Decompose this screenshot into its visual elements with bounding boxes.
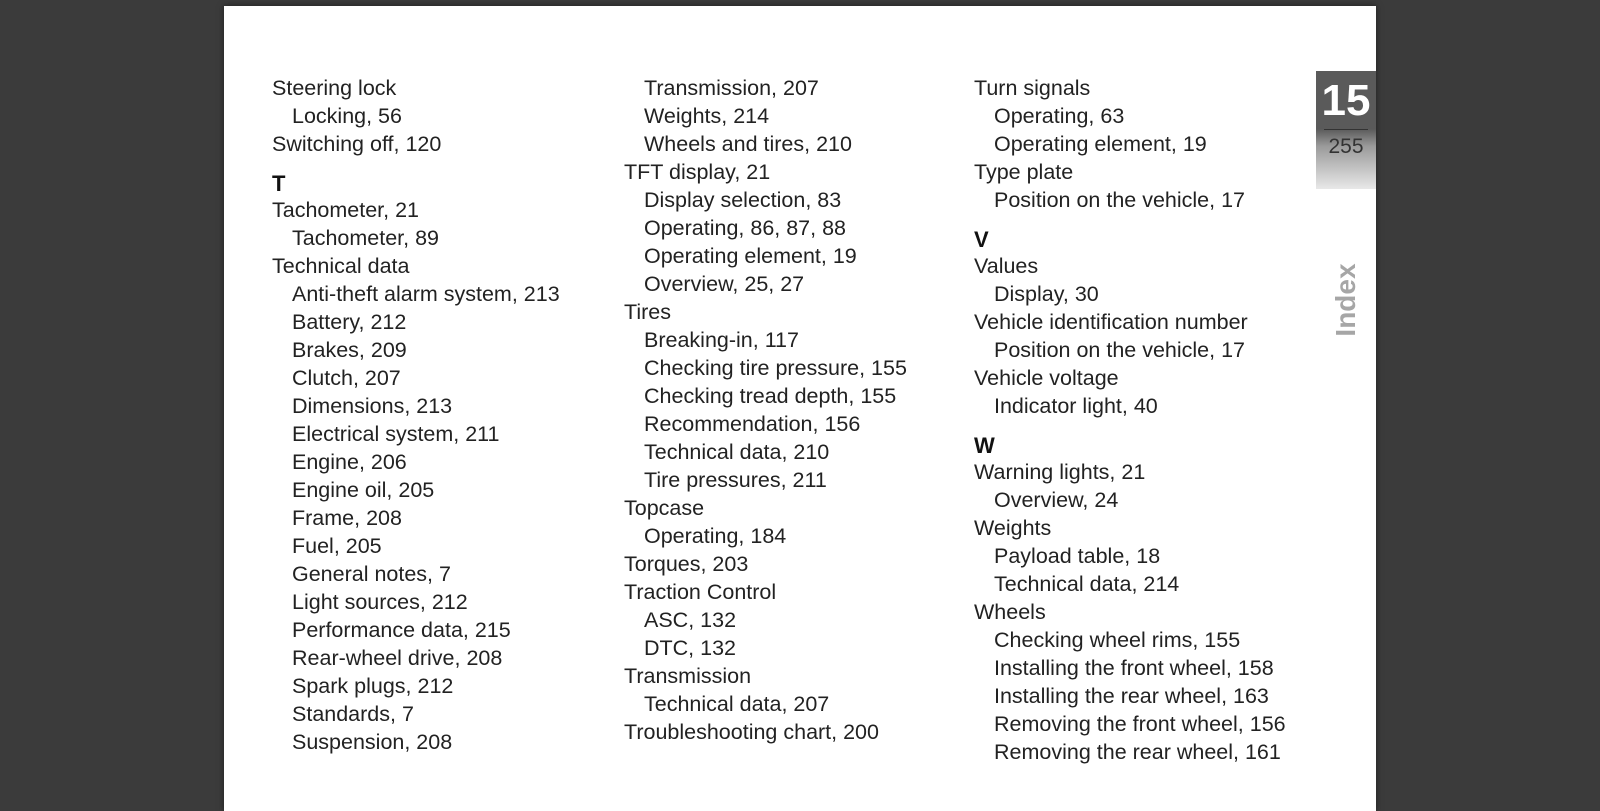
index-subentry: Standards, 7	[292, 702, 414, 726]
section-label: Index	[1330, 263, 1361, 337]
index-subentry: Clutch, 207	[292, 366, 401, 390]
index-subentry: Performance data, 215	[292, 618, 511, 642]
index-subentry: Technical data, 214	[994, 572, 1180, 596]
index-subentry: Operating, 63	[994, 104, 1125, 128]
index-entry: Transmission	[624, 664, 752, 688]
index-subentry: Payload table, 18	[994, 544, 1161, 568]
index-subentry: Battery, 212	[292, 310, 407, 334]
index-entry: Switching off, 120	[272, 132, 442, 156]
index-subentry: Checking tread depth, 155	[644, 384, 897, 408]
index-column-1	[272, 74, 560, 756]
index-subentry: Fuel, 205	[292, 534, 382, 558]
index-subentry: Locking, 56	[292, 104, 402, 128]
index-subentry: Installing the rear wheel, 163	[994, 684, 1269, 708]
index-subentry: Removing the front wheel, 156	[994, 712, 1286, 736]
index-entry: Tires	[624, 300, 671, 324]
index-subentry: Checking wheel rims, 155	[994, 628, 1241, 652]
index-subentry: Brakes, 209	[292, 338, 407, 362]
index-entry: Steering lock	[272, 76, 397, 100]
index-entry: Type plate	[974, 160, 1074, 184]
index-subentry: Transmission, 207	[644, 76, 819, 100]
index-letter-heading: W	[974, 433, 995, 458]
index-subentry: Dimensions, 213	[292, 394, 453, 418]
index-subentry: ASC, 132	[644, 608, 737, 632]
index-subentry: Removing the rear wheel, 161	[994, 740, 1281, 764]
index-subentry: Overview, 24	[994, 488, 1119, 512]
index-entry: Wheels	[974, 600, 1046, 624]
index-entry: Topcase	[624, 496, 705, 520]
index-subentry: Light sources, 212	[292, 590, 468, 614]
index-subentry: Technical data, 210	[644, 440, 830, 464]
index-subentry: Display selection, 83	[644, 188, 842, 212]
index-subentry: DTC, 132	[644, 636, 737, 660]
index-subentry: Frame, 208	[292, 506, 402, 530]
index-subentry: Overview, 25, 27	[644, 272, 805, 296]
index-column-3	[974, 74, 1286, 766]
index-subentry: Breaking-in, 117	[644, 328, 799, 352]
page-number: 255	[1328, 135, 1364, 158]
index-subentry: Operating element, 19	[994, 132, 1207, 156]
index-subentry: Wheels and tires, 210	[644, 132, 852, 156]
index-subentry: Suspension, 208	[292, 730, 453, 754]
index-subentry: Operating, 86, 87, 88	[644, 216, 847, 240]
index-subentry: Rear-wheel drive, 208	[292, 646, 503, 670]
index-entry: Vehicle voltage	[974, 366, 1119, 390]
index-subentry: Spark plugs, 212	[292, 674, 454, 698]
index-entry: Troubleshooting chart, 200	[624, 720, 879, 744]
index-subentry: Tachometer, 89	[292, 226, 440, 250]
index-entry: Traction Control	[624, 580, 777, 604]
index-entry: Values	[974, 254, 1039, 278]
index-entry: Turn signals	[974, 76, 1091, 100]
index-subentry: Display, 30	[994, 282, 1099, 306]
chapter-divider	[1324, 129, 1368, 130]
index-subentry: Indicator light, 40	[994, 394, 1158, 418]
index-subentry: Installing the front wheel, 158	[994, 656, 1274, 680]
index-subentry: Position on the vehicle, 17	[994, 188, 1245, 212]
index-page	[224, 6, 1376, 811]
index-subentry: Electrical system, 211	[292, 422, 500, 446]
index-subentry: General notes, 7	[292, 562, 451, 586]
index-subentry: Anti-theft alarm system, 213	[292, 282, 560, 306]
index-entry: Torques, 203	[624, 552, 749, 576]
index-letter-heading: V	[974, 227, 989, 252]
index-entry: Warning lights, 21	[974, 460, 1146, 484]
index-entry: Tachometer, 21	[272, 198, 420, 222]
index-subentry: Engine oil, 205	[292, 478, 435, 502]
index-letter-heading: T	[272, 171, 286, 196]
chapter-tab	[1316, 71, 1376, 189]
index-subentry: Checking tire pressure, 155	[644, 356, 907, 380]
index-subentry: Recommendation, 156	[644, 412, 861, 436]
index-subentry: Engine, 206	[292, 450, 407, 474]
index-entry: Vehicle identification number	[974, 310, 1248, 334]
index-subentry: Operating element, 19	[644, 244, 857, 268]
index-subentry: Tire pressures, 211	[644, 468, 827, 492]
index-subentry: Position on the vehicle, 17	[994, 338, 1245, 362]
chapter-number: 15	[1321, 76, 1371, 125]
index-entry: Technical data	[272, 254, 410, 278]
index-subentry: Operating, 184	[644, 524, 787, 548]
index-entry: TFT display, 21	[624, 160, 771, 184]
index-column-2	[624, 74, 907, 746]
index-entry: Weights	[974, 516, 1052, 540]
index-subentry: Technical data, 207	[644, 692, 830, 716]
index-subentry: Weights, 214	[644, 104, 770, 128]
